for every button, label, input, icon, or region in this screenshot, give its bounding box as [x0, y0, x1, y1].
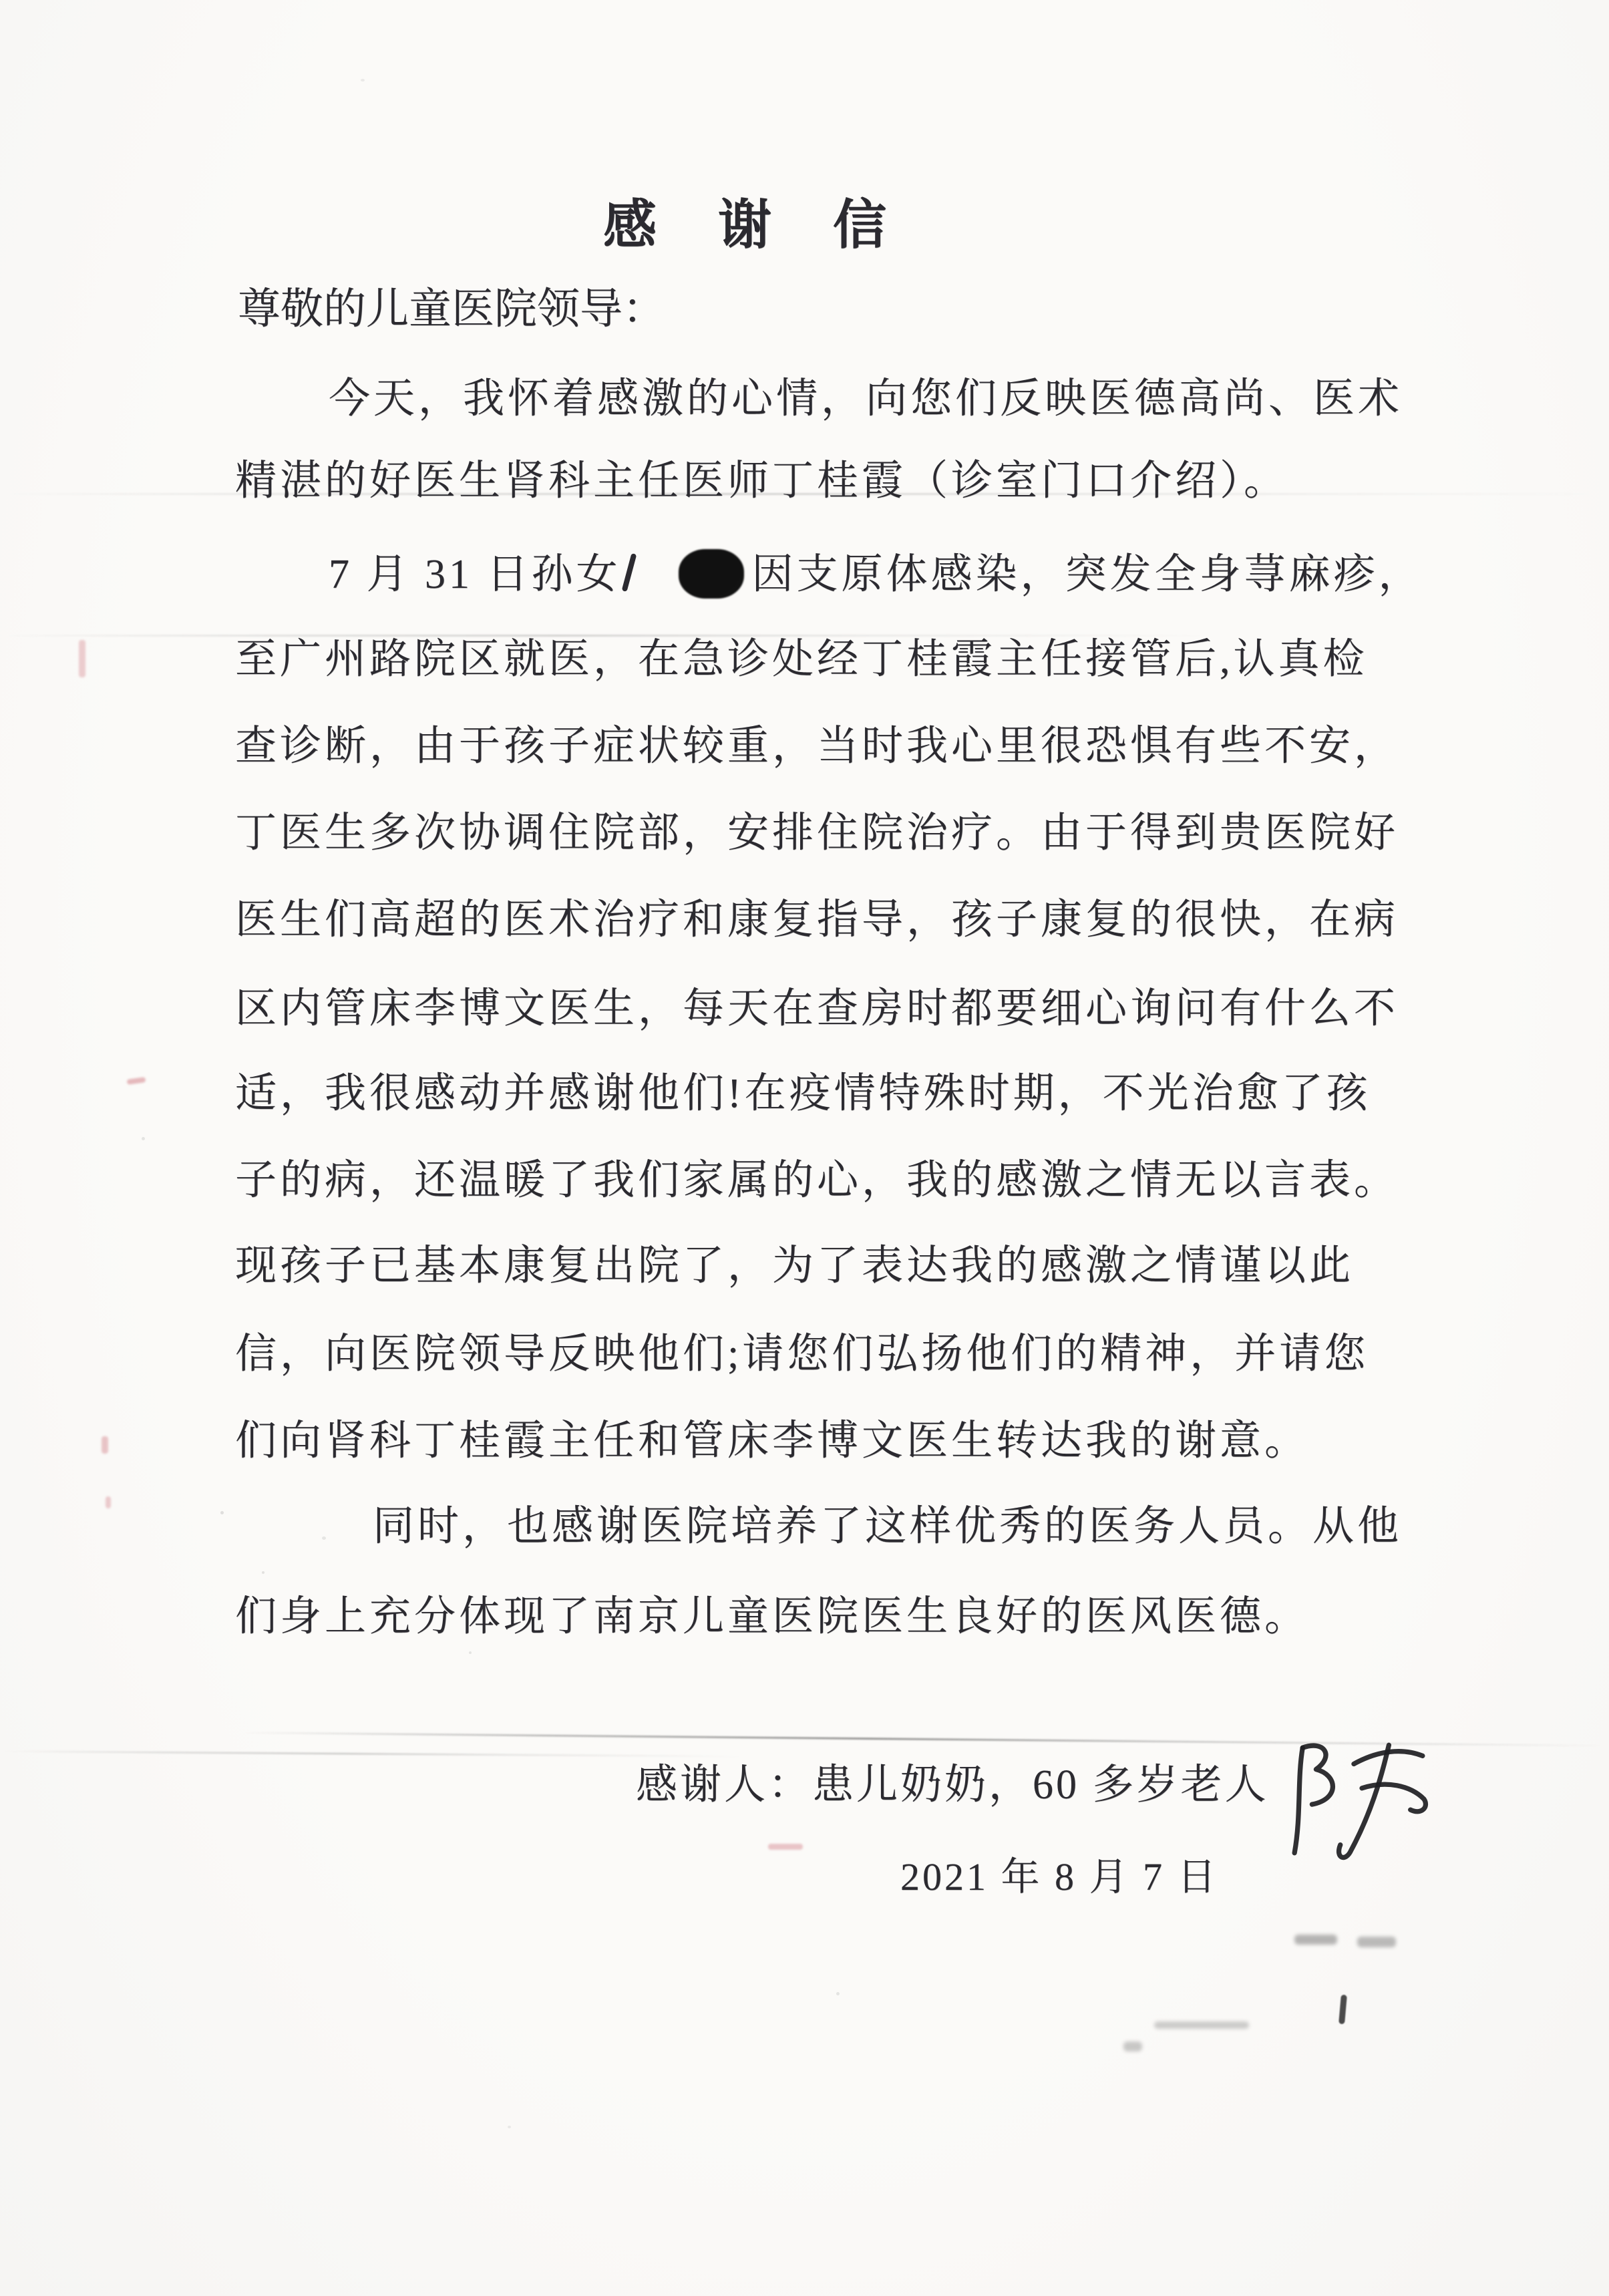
letter-body-line: 信，向医院领导反映他们;请您们弘扬他们的精神，并请您: [235, 1331, 1369, 1377]
letter-body-line: 丁医生多次协调住院部，安排住院治疗。由于得到贵医院好: [235, 810, 1399, 856]
pink-ink-mark: [768, 1844, 803, 1850]
scan-smudge: [1294, 1935, 1337, 1945]
letter-salutation: 尊敬的儿童医院领导：: [238, 285, 665, 333]
letter-body-line: 精湛的好医生肾科主任医师丁桂霞（诊室门口介绍）。: [235, 458, 1289, 504]
redaction-mark: [679, 549, 744, 599]
paper-speck: [361, 79, 365, 81]
letter-body-line: 同时，也感谢医院培养了这样优秀的医务人员。从他: [373, 1504, 1403, 1549]
redacted-line-prefix: 7 月 31 日孙女: [329, 552, 621, 597]
signer-line: 感谢人：患儿奶奶，60 多岁老人: [636, 1762, 1269, 1808]
fold-crease-line: [0, 1750, 748, 1758]
letter-body-line: 至广州路院区就医，在急诊处经丁桂霞主任接管后,认真检: [235, 637, 1368, 682]
date-line: 2021 年 8 月 7 日: [900, 1855, 1219, 1899]
letter-body-line: 子的病，还温暖了我们家属的心，我的感激之情无以言表。: [235, 1158, 1399, 1203]
paper-speck: [262, 1571, 264, 1574]
scan-smudge: [1154, 2021, 1249, 2029]
signature-stroke: [1294, 1748, 1302, 1852]
scan-smudge: [1123, 2041, 1142, 2052]
pink-ink-mark: [79, 640, 85, 677]
signature-stroke: [1302, 1746, 1332, 1804]
handwritten-signature: [1284, 1732, 1432, 1865]
letter-body-line: 医生们高超的医术治疗和康复指导，孩子康复的很快，在病: [235, 897, 1399, 943]
scan-smudge: [1357, 1937, 1396, 1947]
letter-body-line: 区内管床李博文医生，每天在查房时都要细心询问有什么不: [235, 986, 1399, 1031]
paper-speck: [836, 1992, 840, 1995]
paper-speck: [469, 1651, 472, 1654]
paper-speck: [220, 1511, 224, 1514]
letter-body-line: 们向肾科丁桂霞主任和管床李博文医生转达我的谢意。: [235, 1418, 1310, 1464]
stray-pen-mark: [1338, 1995, 1347, 2025]
letter-body-line: 现孩子已基本康复出院了，为了表达我的感激之情谨以此: [235, 1243, 1355, 1289]
letter-body-line-redacted: [235, 549, 1423, 599]
pink-ink-mark: [127, 1077, 146, 1085]
letter-body-line: 们身上充分体现了南京儿童医院医生良好的医风医德。: [235, 1594, 1310, 1639]
signature-stroke: [1339, 1745, 1389, 1857]
letter-title: 感 谢 信: [603, 196, 890, 255]
partial-character-stroke: [621, 553, 637, 592]
redacted-line-suffix: 因支原体感染，突发全身荨麻疹，: [751, 552, 1423, 597]
paper-speck: [142, 1137, 145, 1140]
letter-body-line: 适，我很感动并感谢他们!在疫情特殊时期，不光治愈了孩: [235, 1071, 1371, 1116]
letter-body-line: 今天，我怀着感激的心情，向您们反映医德高尚、医术: [329, 376, 1403, 422]
letter-body-line: 查诊断，由于孩子症状较重，当时我心里很恐惧有些不安，: [235, 723, 1399, 769]
paper-speck: [508, 2126, 511, 2128]
pink-ink-mark: [102, 1436, 108, 1454]
paper-speck: [322, 1536, 326, 1540]
pink-ink-mark: [106, 1496, 111, 1508]
